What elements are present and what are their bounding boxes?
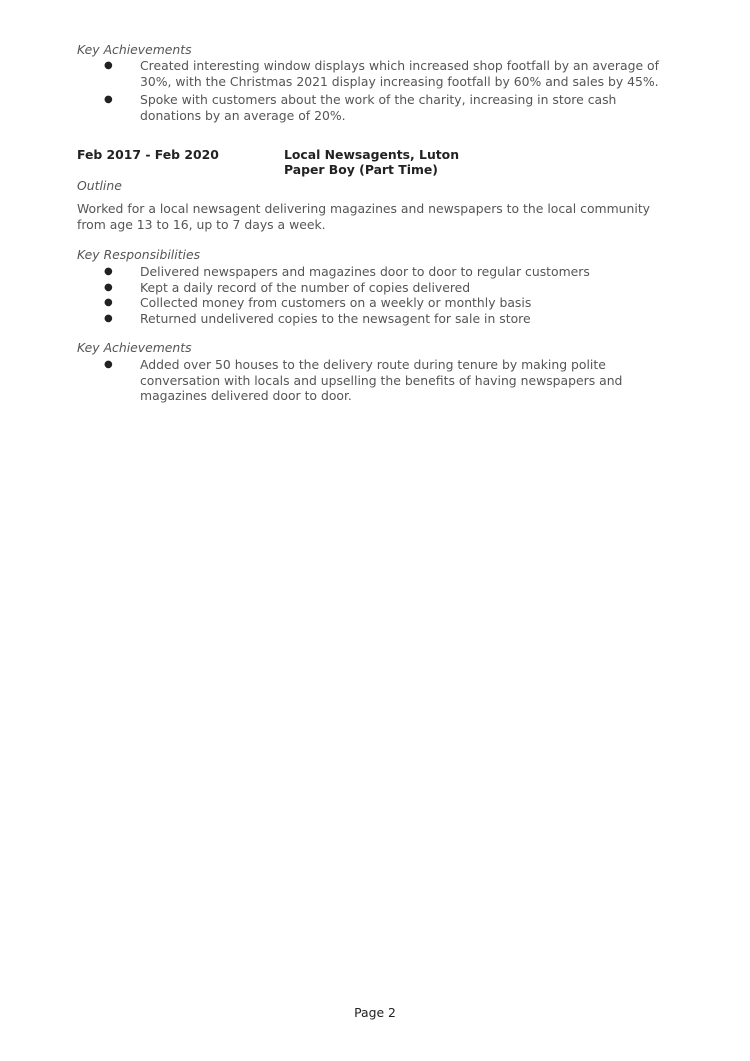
bullet-icon: ●	[104, 266, 113, 277]
job-header	[77, 147, 677, 177]
list-item: ● Returned undelivered copies to the newsagent for sale in store	[104, 310, 531, 326]
key-achievements-heading: Key Achievements	[77, 42, 192, 57]
list-item: ● Kept a daily record of the number of copies delivered	[104, 279, 471, 295]
achievements-list	[77, 357, 677, 404]
job-employer: Local Newsagents, Luton	[284, 147, 460, 162]
bullet-icon: ●	[104, 312, 113, 324]
list-item: ● Added over 50 houses to the delivery route during tenure by making polite conversation with locals and upselling the benefits of having newspapers and magazines delivered door to door.	[104, 357, 623, 403]
outline-text: Worked for a local newsagent delivering magazines and newspapers to the local community from age 13 to 16, up to 7 days a week.	[77, 201, 651, 232]
bullet-icon: ●	[104, 94, 113, 105]
job-role: Paper Boy (Part Time)	[284, 162, 438, 177]
list-item: ● Created interesting window displays which increased shop footfall by an average of 30%, with the Christmas 2021 display increasing footfall by 60% and sales by 45%.	[104, 58, 659, 89]
bullet-icon: ●	[104, 359, 113, 370]
page-number: Page 2	[354, 1005, 396, 1020]
bullet-icon: ●	[104, 297, 113, 308]
list-item: ● Delivered newspapers and magazines door to door to regular customers	[104, 264, 590, 279]
list-item: ● Spoke with customers about the work of the charity, increasing in store cash donations by an average of 20%.	[104, 92, 617, 123]
responsibilities-list	[77, 264, 677, 326]
page-content	[77, 42, 677, 404]
job-info	[284, 147, 459, 177]
outline-heading: Outline	[77, 178, 122, 193]
achievements-list	[77, 58, 677, 123]
list-item: ● Collected money from customers on a weekly or monthly basis	[104, 295, 532, 310]
key-responsibilities-heading: Key Responsibilities	[77, 247, 201, 262]
job-dates: Feb 2017 - Feb 2020	[77, 147, 219, 162]
bullet-icon: ●	[104, 60, 113, 71]
key-achievements-heading: Key Achievements	[77, 340, 192, 355]
bullet-icon: ●	[104, 281, 113, 293]
